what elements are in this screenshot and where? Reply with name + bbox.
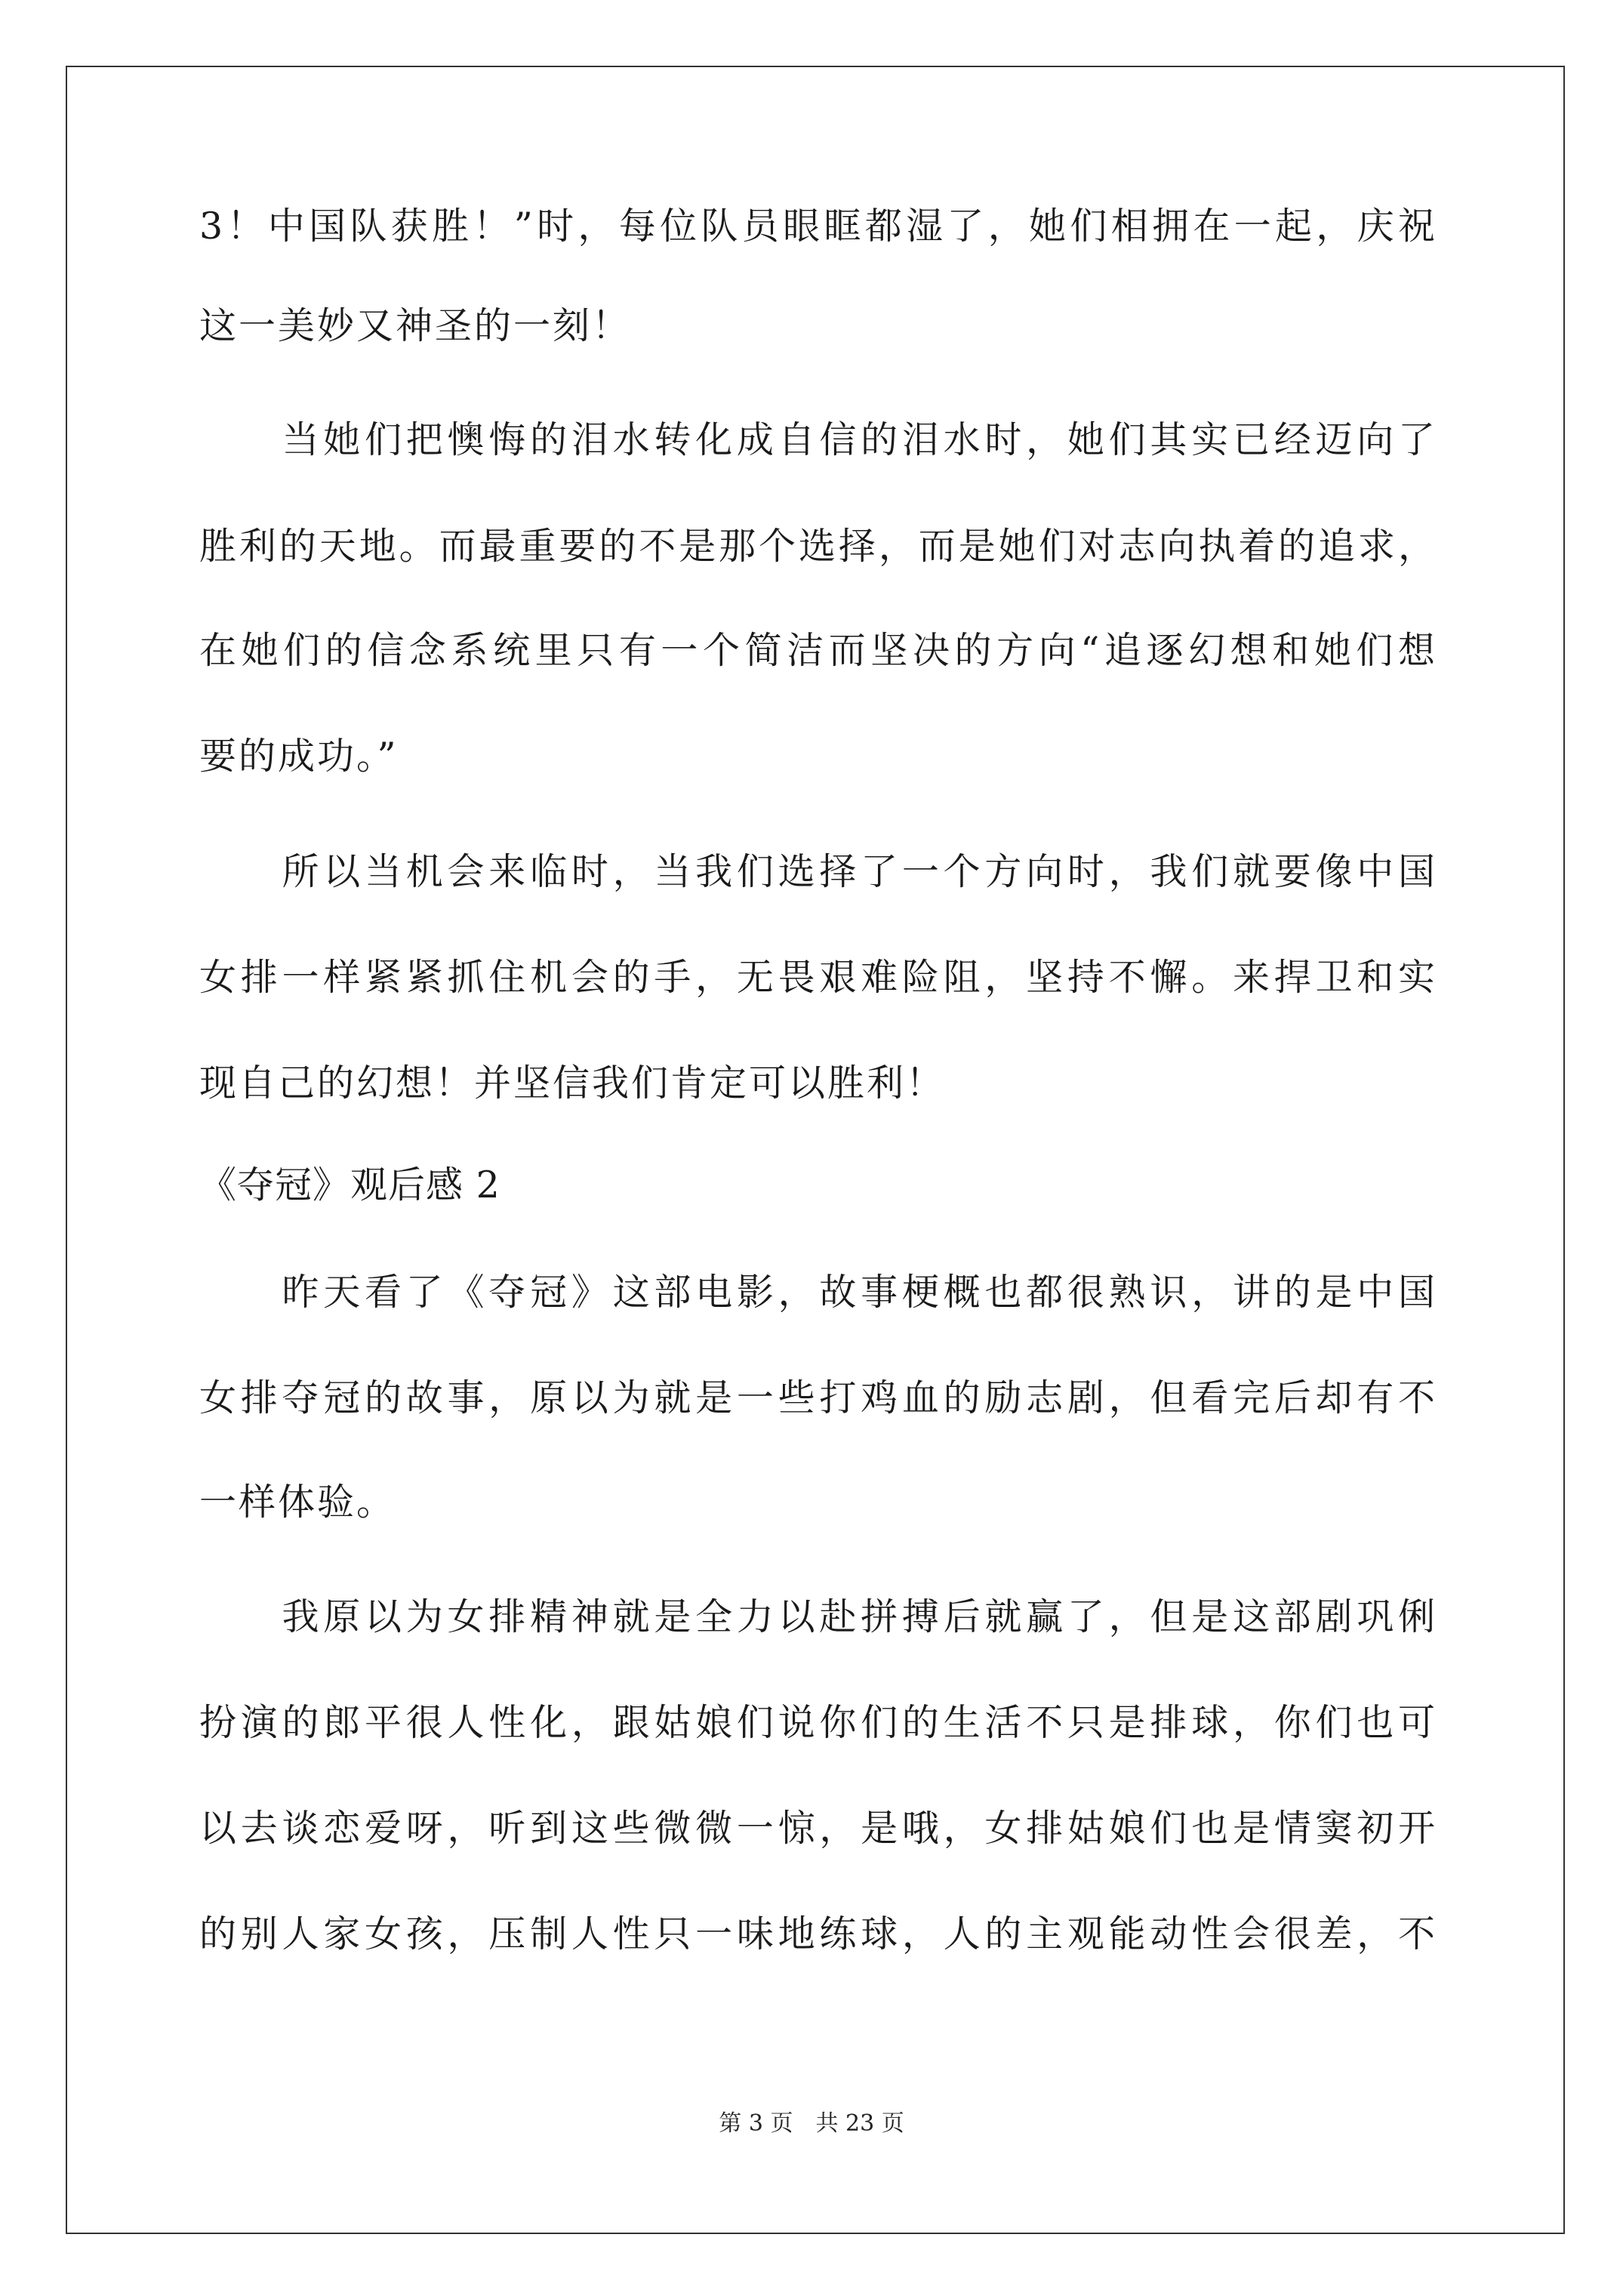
text-line-9: 现自己的幻想！并坚信我们肯定可以胜利！ [199,1062,946,1105]
page-border [66,66,1565,2234]
text-line-13: 一样体验。 [199,1481,396,1524]
section-heading: 《夺冠》观后感 2 [199,1163,500,1207]
text-line-8: 女排一样紧紧抓住机会的手，无畏艰难险阻，坚持不懈。来捍卫和实 [199,956,1437,999]
text-line-1: 3！中国队获胜！”时，每位队员眼眶都湿了，她们相拥在一起，庆祝 [199,205,1437,248]
text-line-3: 当她们把懊悔的泪水转化成自信的泪水时，她们其实已经迈向了 [199,418,1437,461]
text-line-15: 扮演的郎平很人性化，跟姑娘们说你们的生活不只是排球，你们也可 [199,1701,1437,1744]
text-line-17: 的别人家女孩，压制人性只一味地练球，人的主观能动性会很差，不 [199,1912,1437,1955]
text-line-4: 胜利的天地。而最重要的不是那个选择，而是她们对志向执着的追求， [199,525,1437,568]
text-line-14: 我原以为女排精神就是全力以赴拼搏后就赢了，但是这部剧巩俐 [199,1595,1437,1638]
text-line-2: 这一美妙又神圣的一刻！ [199,304,632,347]
page-number-footer: 第 3 页 共 23 页 [719,2110,904,2137]
text-line-12: 女排夺冠的故事，原以为就是一些打鸡血的励志剧，但看完后却有不 [199,1376,1437,1419]
text-line-16: 以去谈恋爱呀，听到这些微微一惊，是哦，女排姑娘们也是情窦初开 [199,1807,1437,1850]
text-line-11: 昨天看了《夺冠》这部电影，故事梗概也都很熟识，讲的是中国 [199,1271,1437,1314]
text-line-5: 在她们的信念系统里只有一个简洁而坚决的方向“追逐幻想和她们想 [199,629,1437,672]
text-line-7: 所以当机会来临时，当我们选择了一个方向时，我们就要像中国 [199,850,1437,893]
text-line-6: 要的成功。” [199,735,399,778]
